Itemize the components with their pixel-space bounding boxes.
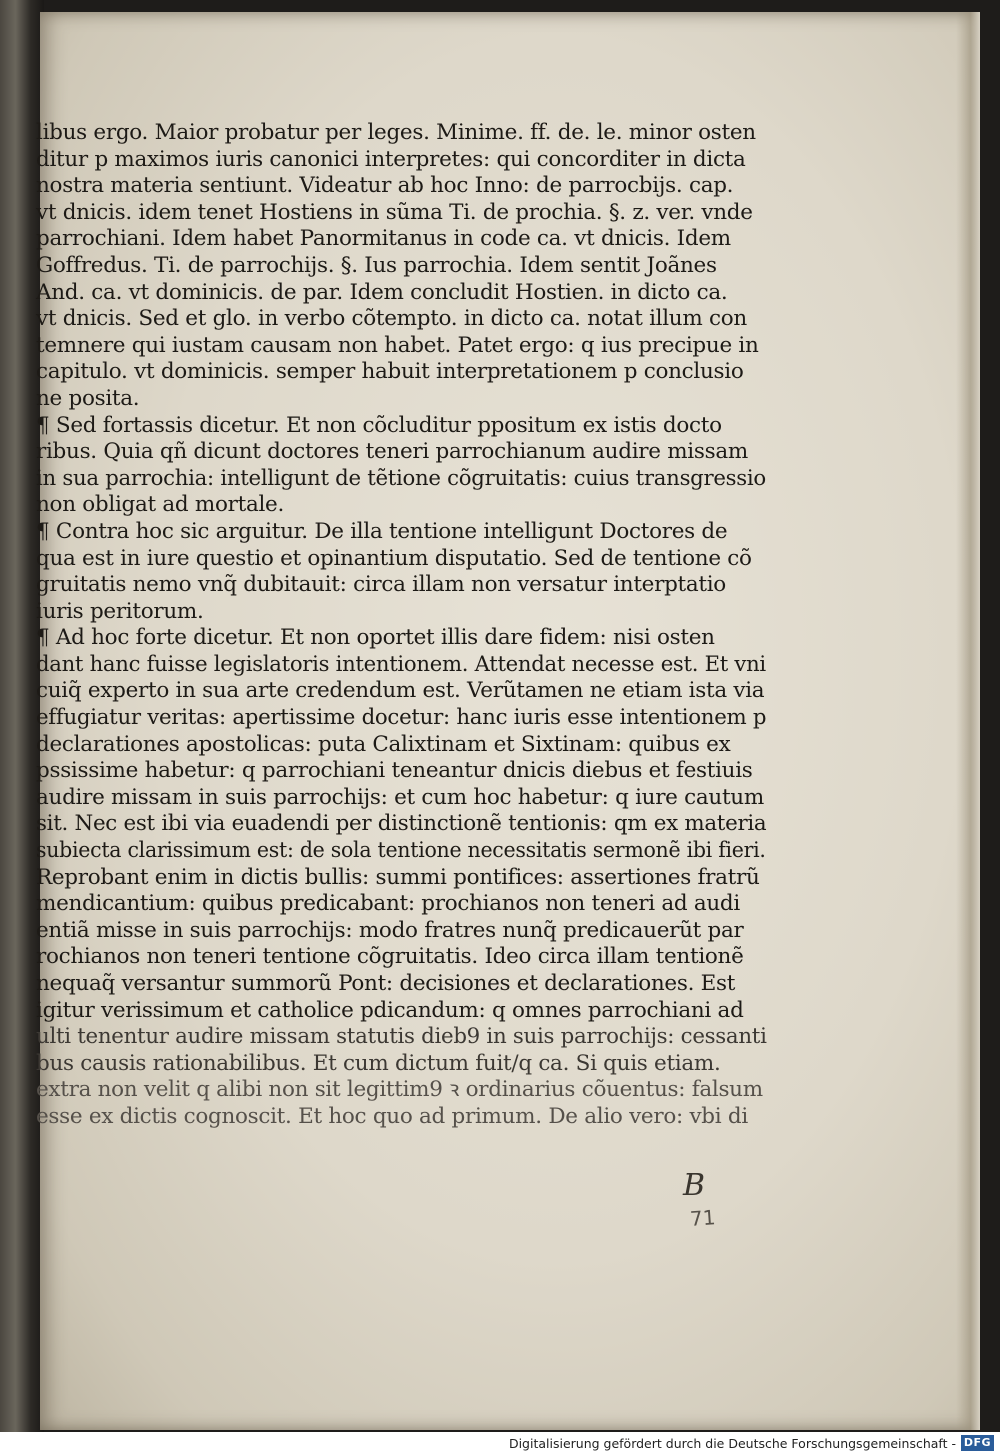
text-line: ribus. Quia qñ dicunt doctores teneri parrochianum audire missam	[36, 439, 748, 465]
text-line: entiã misse in suis parrochijs: modo fratres nunq̃ predicauerũt par	[36, 917, 744, 943]
dfg-credit-text: Digitalisierung gefördert durch die Deutsche Forschungsgemeinschaft -	[508, 1436, 956, 1451]
text-line: ditur p maximos iuris canonici interpretes: qui concorditer in dicta	[36, 146, 746, 172]
text-line: audire missam in suis parrochijs: et cum hoc habetur: q iure cautum	[36, 784, 764, 810]
text-line: declarationes apostolicas: puta Calixtinam et Sixtinam: quibus ex	[36, 731, 731, 757]
paragraph-start-line: ¶ Contra hoc sic arguitur. De illa tentione intelligunt Doctores de	[36, 518, 728, 544]
text-line: parrochiani. Idem habet Panormitanus in code ca. vt dnicis. Idem	[36, 226, 731, 252]
text-line: extra non velit q alibi non sit legittim9 ꝛ ordinarius cõuentus: falsum	[36, 1077, 763, 1103]
text-line: non obligat ad mortale.	[36, 492, 285, 518]
page-text	[36, 120, 766, 1131]
text-line: vt dnicis. idem tenet Hostiens in sũma Ti. de prochia. §. z. ver. vnde	[36, 199, 753, 225]
signature-mark: B	[683, 1168, 706, 1203]
text-line: libus ergo. Maior probatur per leges. Minime. ff. de. le. minor osten	[36, 120, 756, 145]
text-line: igitur verissimum et catholice pdicandum: q omnes parrochiani ad	[36, 997, 744, 1023]
text-line: nostra materia sentiunt. Videatur ab hoc Inno: de parrocbijs. cap.	[36, 173, 734, 199]
footer-bar	[0, 1432, 1000, 1455]
page-edge	[956, 12, 980, 1430]
text-line: nequaq̃ versantur summorũ Pont: decisiones et declarationes. Est	[36, 971, 736, 996]
text-line: esse ex dictis cognoscit. Et hoc quo ad primum. De alio vero: vbi di	[36, 1103, 748, 1129]
text-line: pssissime habetur: q parrochiani teneantur dnicis diebus et festiuis	[36, 758, 753, 784]
text-line: iuris peritorum.	[36, 598, 204, 624]
text-line: sit. Nec est ibi via euadendi per distinctionẽ tentionis: qm ex materia	[36, 811, 767, 837]
text-line: qua est in iure questio et opinantium disputatio. Sed de tentione cõ	[36, 545, 752, 571]
text-line: gruitatis nemo vnq̃ dubitauit: circa illam non versatur interptatio	[36, 572, 726, 598]
paragraph-start-line: ¶ Sed fortassis dicetur. Et non cõcluditur ppositum ex istis docto	[36, 412, 722, 438]
text-line: ne posita.	[36, 385, 140, 411]
text-line: in sua parrochia: intelligunt de tẽtione cõgruitatis: cuius transgressio	[36, 465, 766, 491]
text-line: dant hanc fuisse legislatoris intentionem. Attendat necesse est. Et vni	[36, 651, 766, 677]
text-line: Goffredus. Ti. de parrochijs. §. Ius parrochia. Idem sentit Joãnes	[36, 252, 717, 278]
text-line: And. ca. vt dominicis. de par. Idem concludit Hostien. in dicto ca.	[36, 279, 728, 305]
text-line: vt dnicis. Sed et glo. in verbo cõtempto. in dicto ca. notat illum con	[36, 306, 747, 332]
text-line: bus causis rationabilibus. Et cum dictum fuit/q ca. Si quis etiam.	[36, 1050, 721, 1076]
text-line: Reprobant enim in dictis bullis: summi pontifices: assertiones fratrũ	[36, 864, 760, 890]
text-line: effugiatur veritas: apertissime docetur: hanc iuris esse intentionem p	[36, 705, 767, 731]
paragraph-start-line: ¶ Ad hoc forte dicetur. Et non oportet illis dare fidem: nisi osten	[36, 625, 715, 651]
text-line: ulti tenentur audire missam statutis dieb9 in suis parrochijs: cessanti	[36, 1024, 767, 1050]
folio-number: 71	[689, 1205, 717, 1231]
text-line: subiecta clarissimum est: de sola tentione necessitatis sermonẽ ibi fieri.	[36, 838, 766, 864]
text-line: mendicantium: quibus predicabant: prochianos non teneri ad audi	[36, 891, 740, 917]
dfg-logo[interactable]: DFG	[961, 1435, 994, 1451]
text-line: capitulo. vt dominicis. semper habuit interpretationem p conclusio	[36, 359, 744, 385]
text-line: rochianos non teneri tentione cõgruitatis. Ideo circa illam tentionẽ	[36, 944, 744, 970]
text-line: temnere qui iustam causam non habet. Patet ergo: q ius precipue in	[36, 332, 759, 358]
text-line: cuiq̃ experto in sua arte credendum est. Verũtamen ne etiam ista via	[36, 678, 765, 704]
